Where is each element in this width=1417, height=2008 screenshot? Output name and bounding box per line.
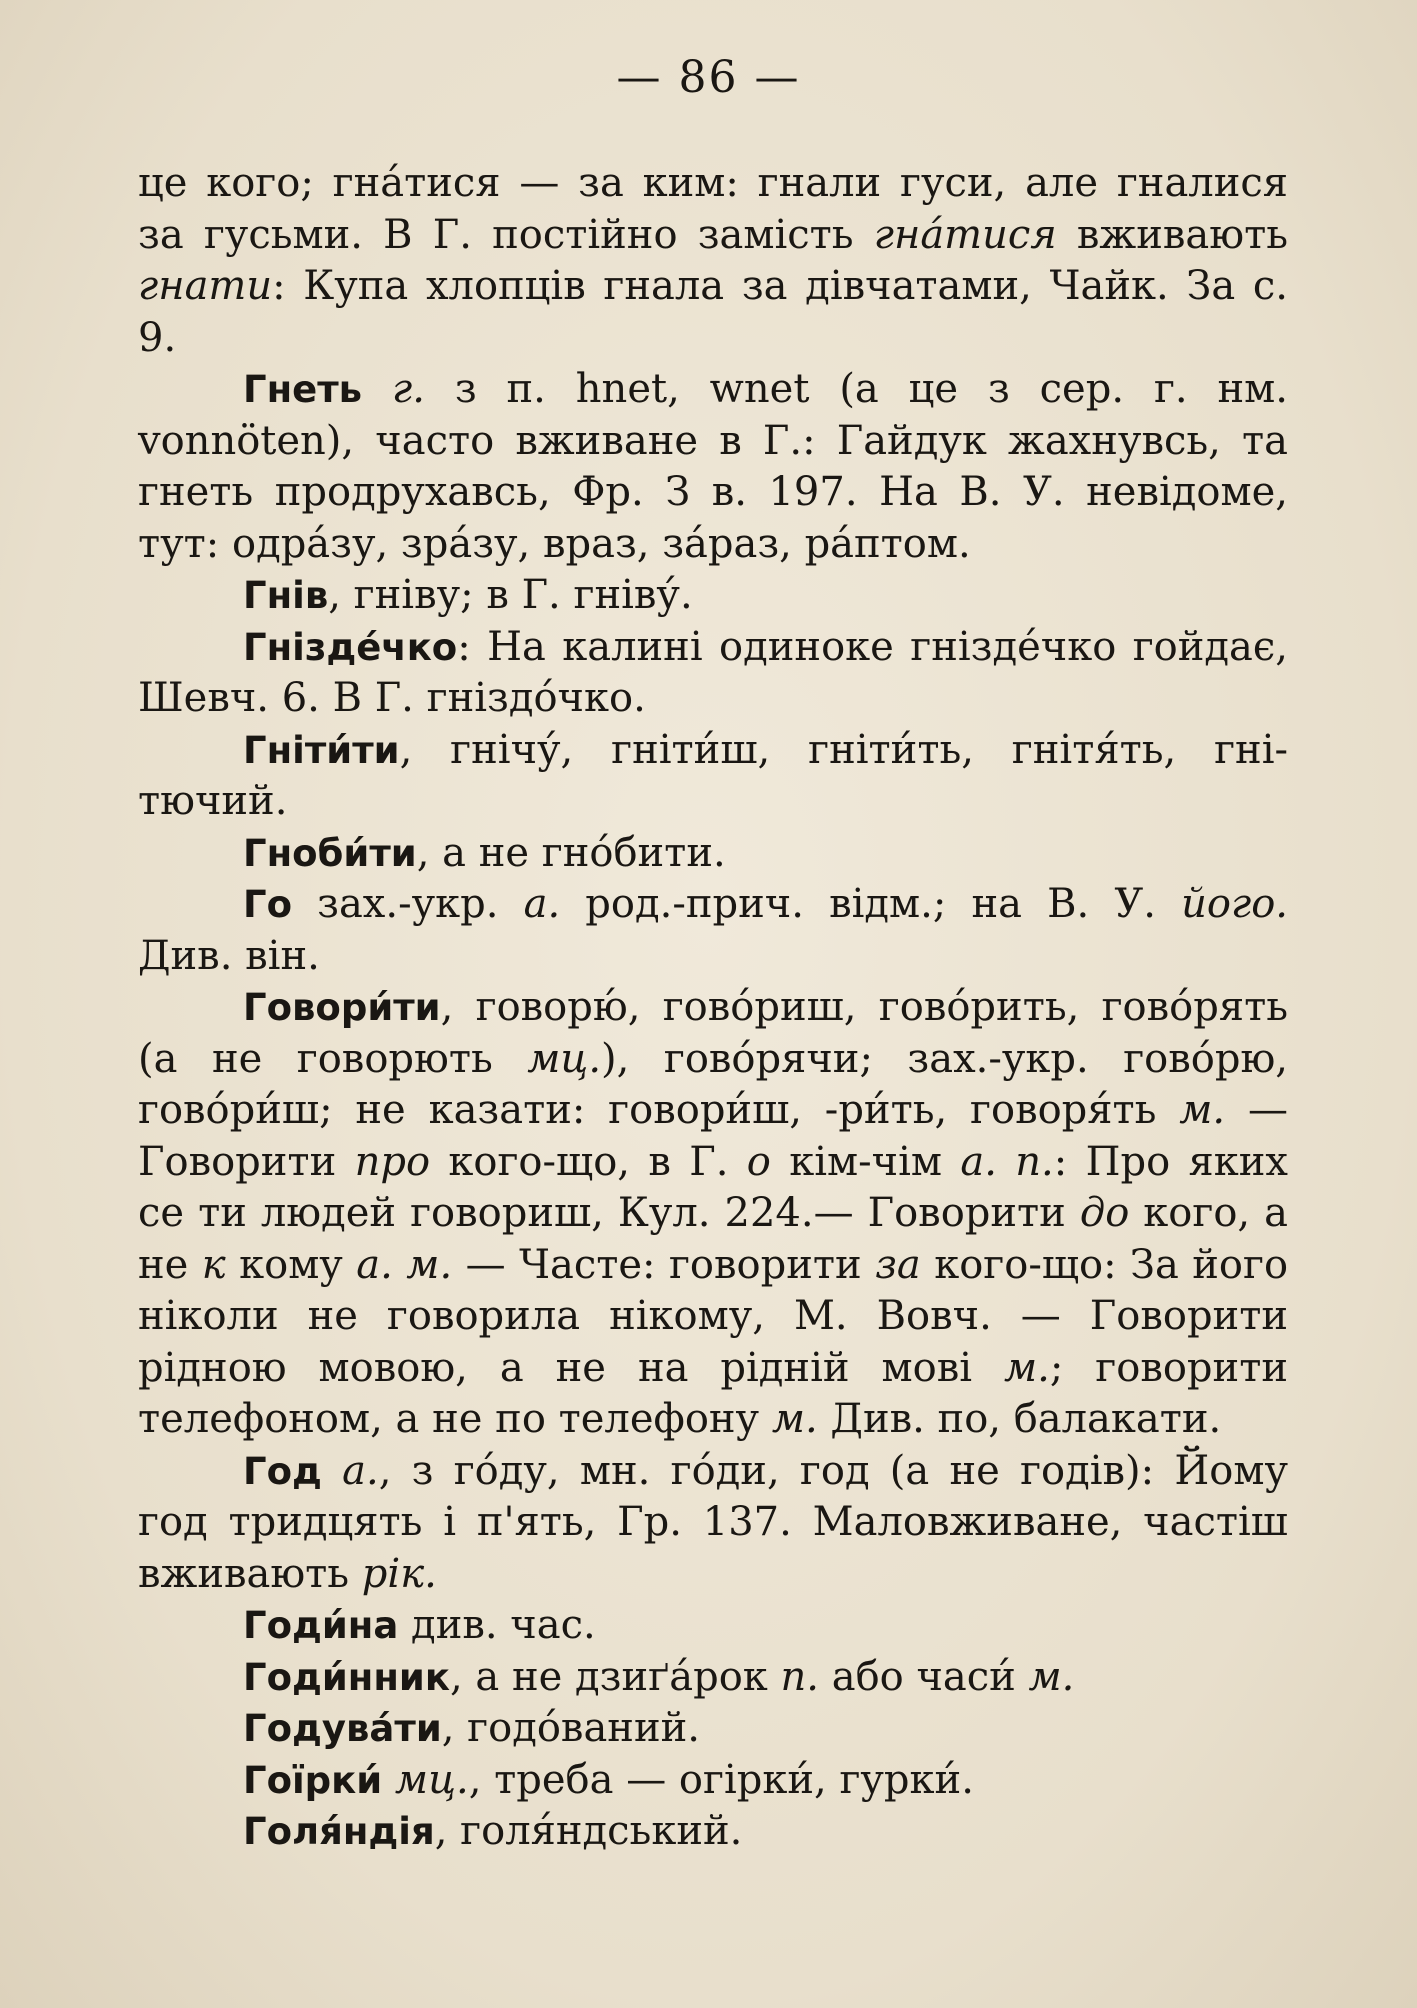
headword: Год bbox=[243, 1449, 322, 1493]
headword: Гніти́ти bbox=[243, 728, 400, 772]
dictionary-entry: Говори́ти, говорю́, гово́риш, гово́рить, гово́рять (а не говорють мц.), гово́рячи; зах.-укр. гово́рю, гово́ри́ш; не казати: говори́ш, -ри́ть, говоря́ть м. — Говорити про кого-що, в Г. о кім-чім а. п.: Про яких се ти людей говориш, Кул. 224.— Говорити до кого, а не к кому а. м. — Часте: говорити за кого-що: За його ніколи не говорила нікому, М. Вовч. — Говорити рідною мовою, а не на рідній мові м.; говорити телефоном, а не по телефону м. Див. по, балакати. bbox=[138, 984, 1289, 1442]
dictionary-entry: Го зах.-укр. а. род.-прич. відм.; на В. У. його. Див. він. bbox=[138, 881, 1288, 979]
dictionary-entry: Гоїрки́ мц., треба — огірки́, гурки́. bbox=[243, 1756, 974, 1803]
headword: Гнеть bbox=[243, 368, 363, 411]
dictionary-entry: Голя́ндія, голя́ндський. bbox=[243, 1808, 743, 1854]
dictionary-entry: Гнів, гніву; в Г. гніву́. bbox=[243, 572, 693, 618]
dictionary-entry: Год а., з го́ду, мн. го́ди, год (а не годів): Йому год тридцять і п'ять, Гр. 137. Маловживане, частіш вживають рік. bbox=[138, 1447, 1288, 1597]
headword: Гнів bbox=[243, 574, 329, 617]
headword: Годува́ти bbox=[243, 1707, 442, 1750]
dictionary-entry: Годи́нник, а не дзиґа́рок п. або часи́ м. bbox=[243, 1653, 1075, 1700]
dictionary-entry: Годи́на див. час. bbox=[243, 1602, 596, 1648]
dictionary-entry: Гнізде́чко: На калині одиноке гнізде́чко гойдає, Шевч. 6. В Г. гніздо́чко. bbox=[138, 623, 1288, 721]
headword: Голя́ндія bbox=[243, 1810, 435, 1853]
headword: Гоїрки́ bbox=[243, 1758, 383, 1802]
headword: Говори́ти bbox=[243, 986, 441, 1029]
dictionary-entry: Гніти́ти, гнічу́, гніти́ш, гніти́ть, гнітя́ть, гнітючий. bbox=[138, 726, 1288, 824]
headword: Гноби́ти bbox=[243, 831, 417, 875]
dictionary-entry: Гноби́ти, а не гно́бити. bbox=[243, 829, 726, 876]
paragraph-continuation: це кого; гна́тися — за ким: гнали гуси, але гналися за гусьми. В Г. постійно замість гна́тися вживають гнати: Купа хлопців гнала за дівчатами, Чайк. За с. 9. bbox=[138, 160, 1288, 361]
dictionary-text bbox=[138, 158, 1288, 1858]
headword: Гнізде́чко bbox=[243, 625, 458, 669]
dictionary-entry: Гнеть г. з п. hnet, wnet (а це з сер. г. нм. vonnöten), часто вживане в Г.: Гайдук жахнувсь, та гнеть продрухавсь, Фр. З в. 197. На В. У. невідоме, тут: одра́зу, зра́зу, враз, за́раз, ра́птом. bbox=[138, 366, 1289, 567]
headword: Годи́нник bbox=[243, 1655, 450, 1699]
dictionary-entry: Годува́ти, годо́ваний. bbox=[243, 1705, 700, 1751]
page-number: — 86 — bbox=[616, 52, 801, 103]
headword: Годи́на bbox=[243, 1604, 399, 1647]
headword: Го bbox=[243, 883, 292, 926]
